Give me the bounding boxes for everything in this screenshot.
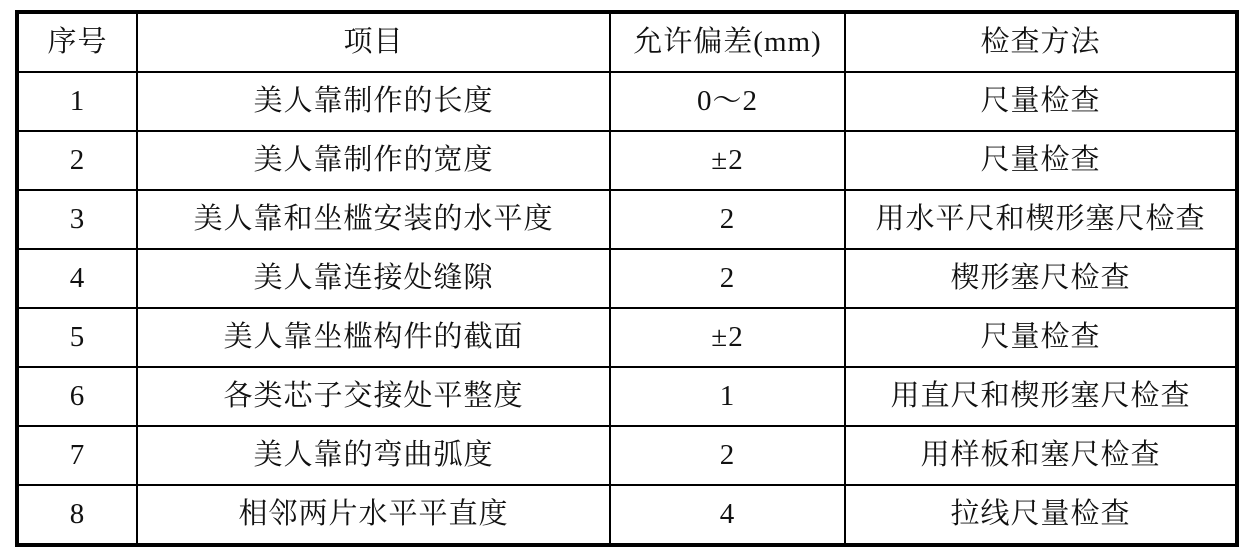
tolerance-table [15, 10, 1239, 547]
cell-item: 美人靠和坐槛安装的水平度 [137, 190, 610, 249]
cell-deviation: 4 [610, 485, 845, 545]
table-row [17, 131, 1237, 190]
cell-method: 尺量检查 [845, 131, 1237, 190]
cell-no: 5 [17, 308, 137, 367]
header-method: 检查方法 [845, 12, 1237, 72]
cell-deviation: 2 [610, 190, 845, 249]
table-header-row [17, 12, 1237, 72]
table-row [17, 426, 1237, 485]
cell-item: 美人靠制作的宽度 [137, 131, 610, 190]
table-row [17, 308, 1237, 367]
table-row [17, 485, 1237, 545]
cell-method: 用水平尺和楔形塞尺检查 [845, 190, 1237, 249]
cell-deviation: 2 [610, 249, 845, 308]
cell-no: 8 [17, 485, 137, 545]
cell-deviation: 0～2 [610, 72, 845, 131]
cell-item: 相邻两片水平平直度 [137, 485, 610, 545]
table-row [17, 190, 1237, 249]
cell-item: 美人靠坐槛构件的截面 [137, 308, 610, 367]
cell-no: 2 [17, 131, 137, 190]
header-no: 序号 [17, 12, 137, 72]
table-row [17, 249, 1237, 308]
cell-item: 美人靠的弯曲弧度 [137, 426, 610, 485]
cell-method: 楔形塞尺检查 [845, 249, 1237, 308]
cell-item: 各类芯子交接处平整度 [137, 367, 610, 426]
table-row [17, 72, 1237, 131]
cell-item: 美人靠连接处缝隙 [137, 249, 610, 308]
table-row [17, 367, 1237, 426]
cell-method: 拉线尺量检查 [845, 485, 1237, 545]
cell-deviation: ±2 [610, 131, 845, 190]
cell-no: 3 [17, 190, 137, 249]
header-deviation: 允许偏差(mm) [610, 12, 845, 72]
header-item: 项目 [137, 12, 610, 72]
cell-deviation: 1 [610, 367, 845, 426]
cell-no: 1 [17, 72, 137, 131]
cell-deviation: ±2 [610, 308, 845, 367]
cell-method: 用样板和塞尺检查 [845, 426, 1237, 485]
cell-method: 用直尺和楔形塞尺检查 [845, 367, 1237, 426]
cell-no: 4 [17, 249, 137, 308]
cell-item: 美人靠制作的长度 [137, 72, 610, 131]
cell-no: 6 [17, 367, 137, 426]
cell-method: 尺量检查 [845, 72, 1237, 131]
cell-method: 尺量检查 [845, 308, 1237, 367]
cell-deviation: 2 [610, 426, 845, 485]
cell-no: 7 [17, 426, 137, 485]
